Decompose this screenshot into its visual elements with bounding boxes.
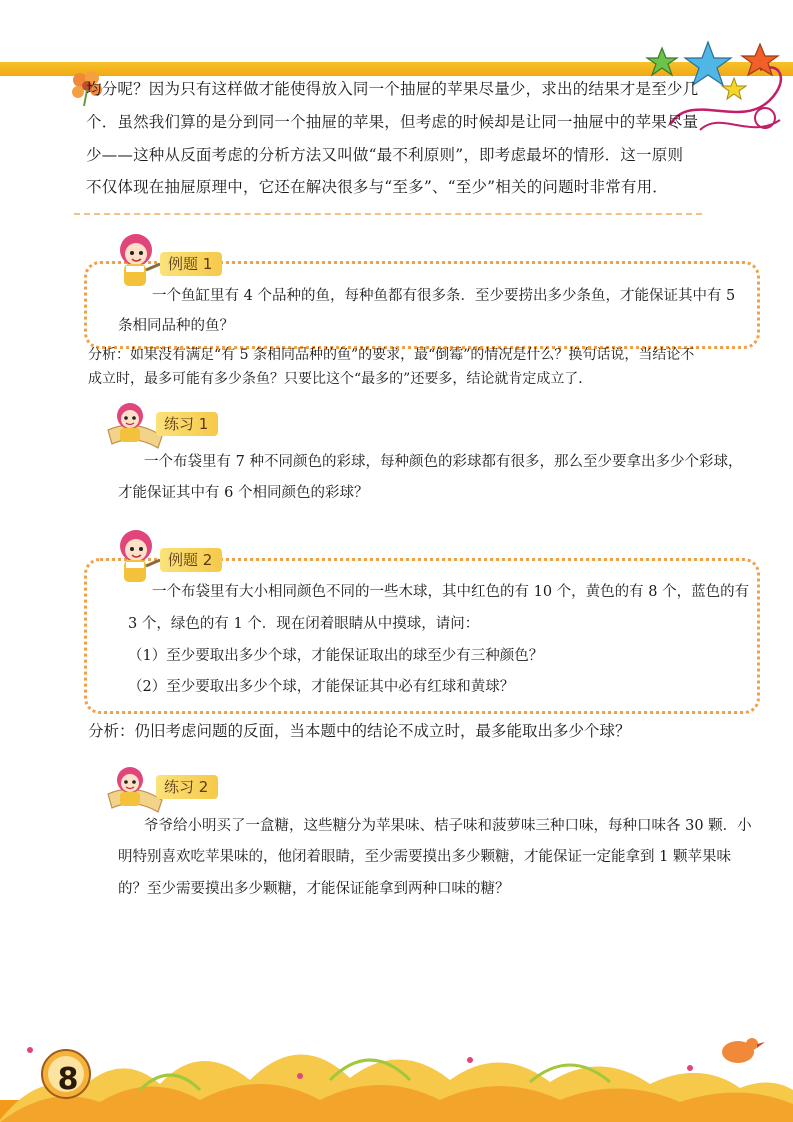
exercise-1-line: 一个布袋里有 7 种不同颜色的彩球，每种颜色的彩球都有很多，那么至少要拿出多少个彩球， [144, 454, 743, 470]
section-divider [74, 213, 702, 215]
example-2-line: 3 个，绿色的有 1 个．现在闭着眼睛从中摸球，请问： [128, 616, 480, 632]
footer-decoration [0, 1020, 793, 1122]
example-2-line: （1）至少要取出多少个球，才能保证取出的球至少有三种颜色？ [128, 648, 544, 664]
exercise-1-line: 才能保证其中有 6 个相同颜色的彩球？ [118, 485, 369, 501]
exercise-2-line: 爷爷给小明买了一盒糖，这些糖分为苹果味、桔子味和菠萝味三种口味，每种口味各 30 颗．小 [144, 818, 752, 834]
analysis-1-line: 分析：如果没有满足“有 5 条相同品种的鱼”的要求，最“倒霉”的情况是什么？换句话说，当结论不 [88, 347, 695, 363]
scroll-icon [104, 760, 164, 826]
example-1-tag: 例题 1 [160, 252, 222, 276]
bird-icon [722, 1038, 765, 1063]
example-1-line: 一个鱼缸里有 4 个品种的鱼，每种鱼都有很多条．至少要捞出多少条鱼，才能保证其中有 5 [152, 288, 736, 304]
intro-line: 少——这种从反面考虑的分析方法又叫做“最不利原则”，即考虑最坏的情形．这一原则 [86, 146, 684, 164]
exercise-2-tag: 练习 2 [156, 775, 218, 799]
example-2-line: 一个布袋里有大小相同颜色不同的一些木球，其中红色的有 10 个，黄色的有 8 个，蓝色的有 [152, 584, 750, 600]
example-1-line: 条相同品种的鱼？ [118, 318, 234, 334]
analysis-1-line: 成立时，最多可能有多少条鱼？只要比这个“最多的”还要多，结论就肯定成立了． [88, 371, 593, 387]
exercise-1-tag: 练习 1 [156, 412, 218, 436]
page-number: 8 [57, 1062, 79, 1097]
intro-line: 不仅体现在抽屉原理中，它还在解决很多与“至多”、“至少”相关的问题时非常有用． [86, 178, 668, 196]
exercise-2-line: 的？至少需要摸出多少颗糖，才能保证能拿到两种口味的糖？ [118, 881, 510, 897]
example-2-tag: 例题 2 [160, 548, 222, 572]
intro-line: 个．虽然我们算的是分到同一个抽屉的苹果，但考虑的时候却是让同一抽屉中的苹果尽量 [86, 113, 699, 131]
exercise-2-line: 明特别喜欢吃苹果味的，他闭着眼睛，至少需要摸出多少颗糖，才能保证一定能拿到 1 颗苹果味 [118, 849, 731, 865]
scroll-icon [104, 396, 164, 462]
analysis-2-line: 分析：仍旧考虑问题的反面，当本题中的结论不成立时，最多能取出多少个球？ [88, 722, 631, 740]
example-2-line: （2）至少要取出多少个球，才能保证其中必有红球和黄球？ [128, 679, 515, 695]
intro-line: 均分呢？因为只有这样做才能使得放入同一个抽屉的苹果尽量少，求出的结果才是至少几 [86, 80, 699, 98]
